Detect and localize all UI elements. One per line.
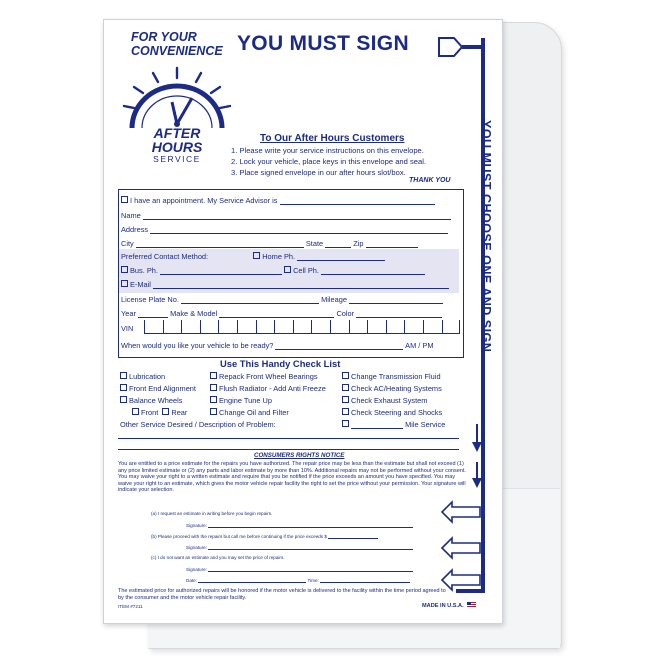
mileage-field[interactable]	[349, 295, 443, 304]
checkbox-icon[interactable]	[342, 384, 349, 391]
front-label: Front	[141, 408, 159, 417]
price-limit-field[interactable]	[328, 533, 378, 539]
am-pm-label: AM / PM	[405, 341, 434, 350]
check-alignment[interactable]	[120, 384, 196, 393]
checkbox-icon[interactable]	[342, 372, 349, 379]
checkbox-icon[interactable]	[342, 396, 349, 403]
ready-question-label: When would you like your vehicle to be ready?	[121, 341, 274, 350]
check-transmission[interactable]	[342, 372, 441, 381]
option-a-signature	[186, 522, 413, 528]
checkbox-icon[interactable]	[210, 384, 217, 391]
check-label: Check Steering and Shocks	[351, 408, 443, 417]
logo-after: AFTER	[153, 125, 201, 141]
check-ac-heating[interactable]	[342, 384, 442, 393]
made-in-usa	[422, 602, 476, 609]
year-field[interactable]	[138, 309, 168, 318]
footer-text: The estimated price for authorized repairs will be honored if the motor vehicle is delivered to the facility within the time period agreed to by the consumer and the motor vehicle repair facility.	[118, 588, 446, 601]
check-steering[interactable]	[342, 408, 442, 417]
license-plate-label: License Plate No.	[121, 295, 179, 304]
option-c-signature	[186, 566, 413, 572]
side-instruction-text: YOU MUST CHOOSE ONE AND SIGN	[479, 120, 493, 353]
license-plate-field[interactable]	[181, 295, 319, 304]
after-hours-logo	[118, 64, 236, 164]
rear-checkbox[interactable]	[162, 408, 169, 415]
signature-arrows-icon	[440, 500, 486, 592]
checkbox-icon[interactable]	[342, 420, 349, 427]
check-label: Engine Tune Up	[219, 396, 273, 405]
home-phone-field[interactable]	[297, 252, 385, 261]
check-label: Change Transmission Fluid	[351, 372, 441, 381]
clock-logo-icon	[118, 64, 236, 164]
cell-phone-checkbox[interactable]	[284, 266, 291, 273]
email-field[interactable]	[153, 280, 449, 289]
phone-row	[121, 266, 425, 275]
instructions-title: To Our After Hours Customers	[260, 133, 405, 144]
side-instruction	[473, 120, 493, 390]
front-checkbox[interactable]	[132, 408, 139, 415]
other-service-label: Other Service Desired / Description of Problem:	[120, 420, 276, 429]
email-row	[121, 280, 449, 289]
rear-label: Rear	[171, 408, 188, 417]
option-c-text: (c) I do not want an estimate and you may set the price of repairs.	[151, 555, 285, 560]
checkbox-icon[interactable]	[120, 396, 127, 403]
check-tune-up[interactable]	[210, 396, 272, 405]
name-field[interactable]	[143, 211, 451, 220]
date-label: Date:	[186, 578, 197, 583]
name-label: Name	[121, 211, 141, 220]
checkbox-icon[interactable]	[210, 396, 217, 403]
vin-label-row	[121, 324, 133, 333]
address-row	[121, 225, 448, 234]
instruction-step: 1. Please write your service instructions on this envelope.	[231, 146, 424, 155]
rights-body: You are entitled to a price estimate for the repairs you have authorized. The repair price may be less than the estimate but shall not exceed (1) any price limited estimate or (2) any parts and labor estimate by more than 10%. Additional repairs may not be performed without your consent. You may waive your right to a written estimate and require that you be notified if the price exceeds an amount you have specified. You may waive your right to an estimate, which gives the motor vehicle repair facility the right to set the price without your permission. Your signature will indicate your selection.	[118, 461, 466, 494]
check-wheel-bearings[interactable]	[210, 372, 318, 381]
time-field[interactable]	[320, 577, 410, 583]
make-model-label: Make & Model	[170, 309, 218, 318]
license-row	[121, 295, 443, 304]
vin-label: VIN	[121, 324, 134, 333]
signature-field[interactable]	[208, 544, 413, 550]
us-flag-icon	[467, 602, 476, 608]
date-field[interactable]	[198, 577, 306, 583]
mile-service-field[interactable]	[351, 420, 403, 429]
appointment-checkbox[interactable]	[121, 196, 128, 203]
rights-title: CONSUMERS RIGHTS NOTICE	[254, 452, 345, 459]
instruction-step: 3. Place signed envelope in our after hours slot/box.	[231, 168, 406, 177]
vehicle-row	[121, 309, 442, 318]
signature-label: Signature:	[186, 523, 207, 528]
city-label: City	[121, 239, 134, 248]
convenience-heading	[131, 30, 223, 58]
checkbox-icon[interactable]	[120, 372, 127, 379]
home-phone-label: Home Ph.	[262, 252, 296, 261]
address-label: Address	[121, 225, 149, 234]
zip-field[interactable]	[366, 239, 418, 248]
city-field[interactable]	[136, 239, 304, 248]
logo-hours: HOURS	[151, 139, 203, 155]
option-b-text	[151, 533, 378, 539]
down-arrows-icon	[468, 424, 486, 494]
check-exhaust[interactable]	[342, 396, 427, 405]
color-field[interactable]	[356, 309, 442, 318]
must-sign-heading: YOU MUST SIGN	[237, 32, 409, 55]
envelope-form	[103, 19, 503, 624]
check-label: Lubrication	[129, 372, 166, 381]
state-field[interactable]	[325, 239, 351, 248]
address-field[interactable]	[150, 225, 448, 234]
vin-boxes[interactable]	[144, 320, 460, 334]
signature-field[interactable]	[208, 566, 413, 572]
checkbox-icon[interactable]	[342, 408, 349, 415]
option-b-label: (b) Please proceed with the repairs but call me before continuing if the price exceeds $	[151, 534, 327, 539]
check-label: Front End Alignment	[129, 384, 196, 393]
check-label: Repack Front Wheel Bearings	[219, 372, 318, 381]
check-lubrication[interactable]	[120, 372, 165, 381]
name-row	[121, 211, 451, 220]
signature-label: Signature:	[186, 567, 207, 572]
check-label: Flush Radiator - Add Anti Freeze	[219, 384, 326, 393]
cell-phone-field[interactable]	[321, 266, 425, 275]
checkbox-icon[interactable]	[210, 408, 217, 415]
instruction-step: 2. Lock your vehicle, place keys in this envelope and seal.	[231, 157, 427, 166]
check-label: Check Exhaust System	[351, 396, 428, 405]
thank-you: THANK YOU	[409, 177, 451, 184]
convenience-line-2: CONVENIENCE	[131, 44, 223, 58]
arrow-tag-icon	[438, 36, 498, 60]
bus-phone-field[interactable]	[160, 266, 282, 275]
made-in-label: MADE IN U.S.A.	[422, 603, 464, 609]
mile-service[interactable]	[342, 420, 445, 429]
check-label: Check AC/Heating Systems	[351, 384, 442, 393]
signature-label: Signature:	[186, 545, 207, 550]
date-time-row	[186, 577, 410, 583]
convenience-line-1: FOR YOUR	[131, 30, 197, 44]
other-service-line-1[interactable]	[118, 438, 459, 439]
instructions-list	[231, 145, 426, 178]
check-balance[interactable]	[120, 396, 182, 405]
zip-label: Zip	[353, 239, 364, 248]
contact-method-row	[121, 252, 385, 261]
item-number: ITEM #7211	[118, 604, 143, 609]
mileage-label: Mileage	[321, 295, 347, 304]
bus-phone-label: Bus. Ph.	[130, 266, 158, 275]
mile-service-label: Mile Service	[405, 420, 446, 429]
home-phone-checkbox[interactable]	[253, 252, 260, 259]
state-label: State	[305, 239, 324, 248]
city-row	[121, 239, 418, 248]
option-b-signature	[186, 544, 413, 550]
bus-phone-checkbox[interactable]	[121, 266, 128, 273]
logo-service: SERVICE	[153, 154, 201, 164]
advisor-field[interactable]	[280, 196, 435, 205]
color-label: Color	[336, 309, 355, 318]
email-checkbox[interactable]	[121, 280, 128, 287]
option-a-text: (a) I request an estimate in writing before you begin repairs.	[151, 511, 273, 516]
make-model-field[interactable]	[219, 309, 334, 318]
check-label: Balance Wheels	[129, 396, 183, 405]
checklist-title: Use This Handy Check List	[220, 358, 341, 369]
email-label: E-Mail	[130, 280, 151, 289]
check-radiator[interactable]	[210, 384, 326, 393]
checkbox-icon[interactable]	[120, 384, 127, 391]
other-service-line-2[interactable]	[118, 449, 459, 450]
contact-method-label: Preferred Contact Method:	[121, 252, 209, 261]
appointment-label: I have an appointment. My Service Advisor is	[130, 196, 278, 205]
check-label: Change Oil and Filter	[219, 408, 289, 417]
check-oil[interactable]	[210, 408, 289, 417]
signature-field[interactable]	[208, 522, 413, 528]
time-label: Time:	[307, 578, 319, 583]
year-label: Year	[121, 309, 136, 318]
cell-phone-label: Cell Ph.	[293, 266, 319, 275]
appointment-row[interactable]	[121, 196, 435, 205]
check-front-rear	[132, 408, 187, 417]
ready-row	[121, 341, 433, 350]
checkbox-icon[interactable]	[210, 372, 217, 379]
ready-time-field[interactable]	[275, 341, 403, 350]
